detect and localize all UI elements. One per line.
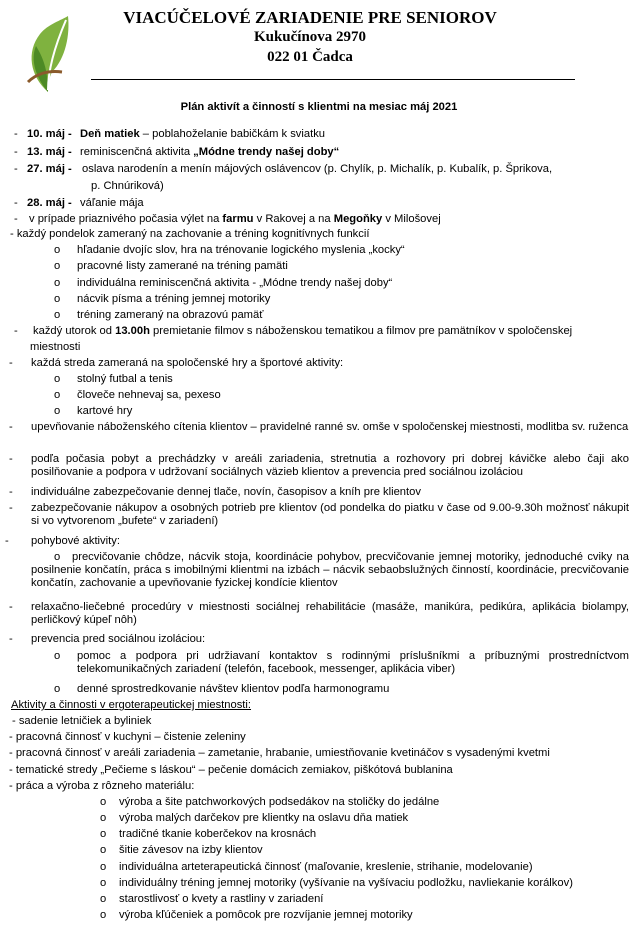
dash: -: [14, 197, 18, 209]
ergo-item: tradičné tkanie koberčekov na krosnách: [119, 828, 317, 840]
wednesday-item: stolný futbal a tenis: [77, 373, 173, 385]
monday-heading: - každý pondelok zameraný na zachovanie a tréning kognitívnych funkcií: [10, 228, 370, 240]
org-street: Kukučínova 2970: [253, 29, 367, 45]
event-title: „Módne trendy našej doby“: [193, 146, 340, 158]
dash: -: [14, 325, 18, 337]
movement-heading: pohybové aktivity:: [31, 535, 120, 547]
dash: -: [9, 633, 13, 645]
event-date: 27. máj -: [27, 163, 72, 175]
bullet-o: o: [54, 405, 61, 417]
trip-place: Megoňky: [333, 213, 383, 225]
prevention-item: denné sprostredkovanie návštev klientov podľa harmonogramu: [77, 683, 390, 695]
bullet-o: o: [100, 828, 107, 840]
bullet-o: o: [54, 260, 61, 272]
bullet-o: o: [100, 796, 107, 808]
event-text: reminiscenčná aktivita: [80, 146, 194, 158]
bullet-o: o: [100, 877, 107, 889]
bullet-o: o: [54, 293, 61, 305]
monday-item: pracovné listy zamerané na tréning pamäti: [77, 260, 288, 272]
monday-item: nácvik písma a tréning jemnej motoriky: [77, 293, 271, 305]
ergo-item: individuálna arteterapeutická činnosť (maľovanie, kreslenie, strihanie, modelovanie): [119, 861, 533, 873]
event-text: – poblahoželanie babičkám k sviatku: [139, 128, 326, 140]
relax-item: relaxačno-liečebné procedúry v miestnosti sociálnej rehabilitácie (masáže, manikúra, pedikúra, aplikácia biolampy, perličkový kúpeľ nôh): [31, 601, 629, 626]
dash: -: [9, 421, 13, 433]
prevention-item: pomoc a podpora pri udržiavaní kontaktov s rodinnými príslušníkmi a príbuznými prostredníctvom telekomunikačných zariadení (telefón, facebook, messenger, aplikácia viber): [77, 650, 629, 675]
event-date: 28. máj -: [27, 197, 72, 209]
ergo-line: - sadenie letničiek a byliniek: [12, 715, 152, 727]
event-text: oslava narodenín a menín májových oslávencov (p. Chylík, p. Michalík, p. Kubalík, p. Šprikova,: [82, 163, 553, 175]
tuesday-time: 13.00h: [115, 325, 150, 337]
tuesday-text: premietanie filmov s náboženskou tematikou a filmov pre pamätníkov v spoločenskej: [149, 325, 573, 337]
org-name: VIACÚČELOVÉ ZARIADENIE PRE SENIOROV: [123, 8, 497, 27]
ergo-item: šitie závesov na izby klientov: [119, 844, 263, 856]
trip-place: farmu: [222, 213, 254, 225]
event-text: váľanie mája: [80, 197, 144, 209]
monday-item: tréning zameraný na obrazovú pamäť: [77, 309, 264, 321]
bullet-o: o: [100, 909, 107, 921]
wednesday-item: kartové hry: [77, 405, 133, 417]
ergo-title: Aktivity a činnosti v ergoterapeutickej miestnosti:: [11, 699, 252, 711]
ergo-item: individuálny tréning jemnej motoriky (vyšívanie na vyšívaciu podložku, navliekanie korálkov): [119, 877, 573, 889]
monday-item: individuálna reminiscenčná aktivita - „Módne trendy našej doby“: [77, 277, 393, 289]
event-date: 13. máj -: [27, 146, 72, 158]
bullet-o: o: [54, 277, 61, 289]
trip-text: v Rakovej a na: [253, 213, 334, 225]
bullet-o: o: [100, 844, 107, 856]
ergo-line: - pracovná činnosť v kuchyni – čistenie zeleniny: [9, 731, 246, 743]
event-row: [14, 197, 144, 210]
bullet-o: o: [54, 683, 61, 695]
trip-text: v prípade priaznivého počasia výlet na: [29, 213, 223, 225]
monday-item: hľadanie dvojíc slov, hra na trénovanie logického myslenia „kocky“: [77, 244, 405, 256]
event-date: 10. máj -: [27, 128, 72, 140]
header-divider: [91, 79, 575, 80]
general-item: individuálne zabezpečovanie dennej tlače, novín, časopisov a kníh pre klientov: [31, 486, 421, 498]
wednesday-heading: každá streda zameraná na spoločenské hry a športové aktivity:: [31, 357, 344, 369]
ergo-line: - práca a výroba z rôzneho materiálu:: [9, 780, 195, 792]
dash: -: [14, 163, 18, 175]
dash: -: [9, 453, 13, 465]
dash: -: [9, 357, 13, 369]
event-row: [14, 146, 340, 159]
ergo-item: starostlivosť o kvety a rastliny v zariadení: [119, 893, 324, 905]
event-title: Deň matiek: [80, 128, 140, 140]
trip-text: v Milošovej: [382, 213, 441, 225]
dash: -: [9, 486, 13, 498]
general-item: zabezpečovanie nákupov a osobných potrieb pre klientov (od pondelka do piatku v čase od 9.00-9.30h možnosť nákupit si vo vytvorenom „bufete“ v zariadení): [31, 502, 629, 527]
ergo-line: - pracovná činnosť v areáli zariadenia – zametanie, hrabanie, umiestňovanie kvetináčov s vysadenými kvetmi: [9, 747, 550, 759]
bullet-o: o: [54, 309, 61, 321]
bullet-o: o: [100, 861, 107, 873]
event-text-cont: p. Chnúriková): [91, 180, 164, 192]
bullet-o: o: [54, 244, 61, 256]
bullet-o: o: [100, 812, 107, 824]
bullet-o: o: [100, 893, 107, 905]
trip-row: [14, 213, 441, 226]
bullet-o: o: [54, 650, 61, 662]
tuesday-cont: miestnosti: [30, 341, 81, 353]
bullet-o: o: [54, 373, 61, 385]
prevention-heading: prevencia pred sociálnou izoláciou:: [31, 633, 206, 645]
dash: -: [5, 535, 9, 547]
ergo-line: - tematické stredy „Pečieme s láskou“ – pečenie domácich zemiakov, piškótová bublanina: [9, 764, 453, 776]
dash: -: [14, 213, 18, 225]
ergo-item: výroba malých darčekov pre klientky na oslavu dňa matiek: [119, 812, 409, 824]
wednesday-item: človeče nehnevaj sa, pexeso: [77, 389, 221, 401]
tuesday-text: každý utorok od: [33, 325, 116, 337]
ergo-item: výroba a šite patchworkových podsedákov na stoličky do jedálne: [119, 796, 440, 808]
event-row: [14, 128, 326, 141]
movement-item: precvičovanie chôdze, nácvik stoja, koordinácie pohybov, precvičovanie jemnej motoriky, jednoduché cviky na posilnenie končatín, práca s imobilnými klientmi na izbách – nácvik sebaobslužných činností, koordinácie, precvičovanie končatín, zachovanie a upevňovanie fyzickej kondície klientov: [31, 551, 629, 589]
bullet-o: o: [54, 389, 61, 401]
tuesday-row: [14, 325, 573, 338]
general-item: podľa počasia pobyt a prechádzky v areáli zariadenia, stretnutia a rozhovory pri dobrej kávičke alebo čaji ako posilňovanie a podpora v udržovaní sociálnych väzieb klientov a prevencia pred sociálnou izoláciou: [31, 453, 629, 478]
org-city: 022 01 Čadca: [267, 49, 353, 65]
general-item: upevňovanie náboženského cítenia klientov – pravidelné ranné sv. omše v spoločenskej miestnosti, modlitba sv. ruženca: [31, 421, 629, 433]
dash: -: [14, 128, 18, 140]
dash: -: [14, 146, 18, 158]
bullet-o: o: [54, 551, 61, 563]
event-row: [14, 163, 553, 176]
dash: -: [9, 502, 13, 514]
plan-title: Plán aktivít a činností s klientmi na mesiac máj 2021: [180, 101, 458, 113]
ergo-item: výroba kľúčeniek a pomôcok pre rozvíjanie jemnej motoriky: [119, 909, 413, 921]
dash: -: [9, 601, 13, 613]
